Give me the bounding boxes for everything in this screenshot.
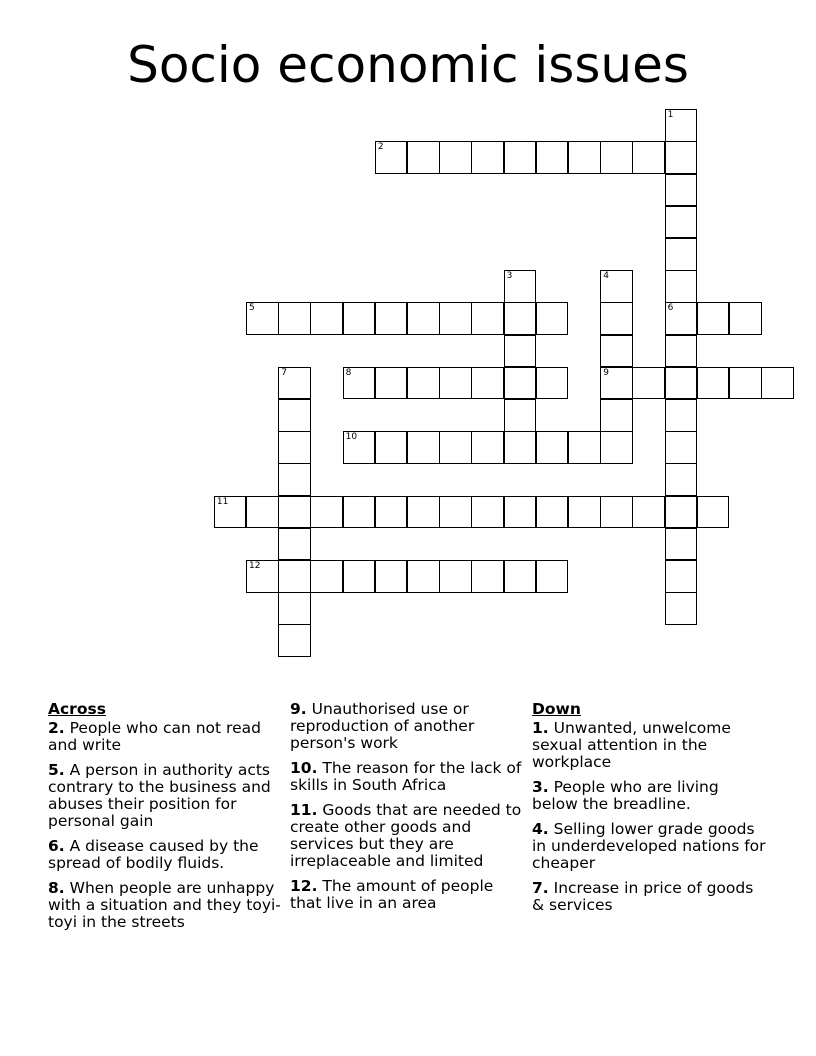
grid-cell[interactable] (665, 496, 698, 529)
grid-cell[interactable] (471, 560, 504, 593)
grid-cell[interactable] (246, 496, 279, 529)
grid-cell[interactable] (761, 367, 794, 400)
page-title: Socio economic issues (127, 36, 689, 94)
grid-cell[interactable] (343, 431, 376, 464)
grid-cell[interactable] (600, 302, 633, 335)
clue-number: 7 (281, 367, 287, 378)
grid-cell[interactable] (343, 496, 376, 529)
grid-cell[interactable] (697, 367, 730, 400)
clue-item (532, 821, 768, 872)
clue-item (48, 880, 283, 931)
clue-number: 2 (377, 142, 384, 153)
grid-cell[interactable] (536, 496, 569, 529)
grid-cell[interactable] (504, 560, 537, 593)
grid-cell[interactable] (471, 367, 504, 400)
grid-cell[interactable] (375, 431, 408, 464)
grid-cell[interactable] (278, 496, 311, 529)
grid-cell[interactable] (278, 560, 311, 593)
grid-cell[interactable] (632, 367, 665, 400)
grid-cell[interactable] (278, 399, 311, 432)
grid-cell[interactable] (439, 560, 472, 593)
clue-item (532, 779, 768, 813)
grid-cell[interactable] (246, 560, 279, 593)
grid-cell[interactable] (504, 431, 537, 464)
clue-item-text: Unauthorised use or reproduction of another person's work (290, 700, 475, 752)
clue-item-number: 4. (532, 820, 549, 838)
grid-cell[interactable] (407, 560, 440, 593)
clue-number: 10 (345, 432, 358, 443)
grid-cell[interactable] (665, 463, 698, 496)
grid-cell[interactable] (504, 335, 537, 368)
clue-item-number: 9. (290, 700, 307, 718)
clue-column-across-continued (290, 701, 526, 920)
grid-cell[interactable] (600, 399, 633, 432)
grid-cell[interactable] (665, 528, 698, 561)
grid-cell[interactable] (278, 367, 311, 400)
grid-cell[interactable] (665, 399, 698, 432)
clue-item-text: The amount of people that live in an area (290, 877, 494, 912)
grid-cell[interactable] (214, 496, 247, 529)
clue-item-number: 2. (48, 719, 65, 737)
clue-item-text: When people are unhappy with a situation and they toyi-toyi in the streets (48, 879, 281, 931)
clue-number: 3 (506, 271, 513, 282)
clue-item-number: 12. (290, 877, 318, 895)
grid-cell[interactable] (665, 206, 698, 239)
clue-item-number: 6. (48, 837, 65, 855)
grid-cell[interactable] (375, 367, 408, 400)
clue-number: 4 (603, 271, 609, 282)
grid-cell[interactable] (439, 141, 472, 174)
grid-cell[interactable] (407, 141, 440, 174)
grid-cell[interactable] (665, 270, 698, 303)
grid-cell[interactable] (600, 270, 633, 303)
grid-cell[interactable] (536, 141, 569, 174)
grid-cell[interactable] (278, 528, 311, 561)
clue-item (48, 720, 283, 754)
grid-cell[interactable] (729, 367, 762, 400)
grid-cell[interactable] (504, 496, 537, 529)
grid-cell[interactable] (665, 592, 698, 625)
clue-number: 9 (603, 367, 609, 378)
grid-cell[interactable] (536, 302, 569, 335)
grid-cell[interactable] (665, 141, 698, 174)
clue-item (290, 802, 526, 870)
grid-cell[interactable] (439, 431, 472, 464)
grid-cell[interactable] (310, 302, 343, 335)
grid-cell[interactable] (504, 302, 537, 335)
grid-cell[interactable] (407, 367, 440, 400)
grid-cell[interactable] (278, 302, 311, 335)
grid-cell[interactable] (375, 496, 408, 529)
grid-cell[interactable] (278, 624, 311, 657)
grid-cell[interactable] (504, 399, 537, 432)
grid-cell[interactable] (665, 560, 698, 593)
grid-cell[interactable] (600, 367, 633, 400)
grid-cell[interactable] (568, 431, 601, 464)
clue-item-number: 3. (532, 778, 549, 796)
clue-item (48, 838, 283, 872)
grid-cell[interactable] (504, 141, 537, 174)
grid-cell[interactable] (504, 367, 537, 400)
grid-cell[interactable] (375, 141, 408, 174)
grid-cell[interactable] (375, 302, 408, 335)
grid-cell[interactable] (278, 431, 311, 464)
clue-number: 12 (249, 561, 261, 572)
clue-number: 8 (345, 367, 352, 378)
grid-cell[interactable] (278, 463, 311, 496)
clue-column-across (48, 701, 283, 939)
grid-cell[interactable] (665, 431, 698, 464)
clue-item-number: 5. (48, 761, 65, 779)
grid-cell[interactable] (439, 496, 472, 529)
grid-cell[interactable] (471, 302, 504, 335)
clue-item (290, 878, 526, 912)
clue-number: 11 (216, 496, 229, 507)
grid-cell[interactable] (632, 496, 665, 529)
grid-cell[interactable] (665, 174, 698, 207)
grid-cell[interactable] (568, 141, 601, 174)
grid-cell[interactable] (600, 141, 633, 174)
grid-cell[interactable] (697, 302, 730, 335)
clue-item-text: The reason for the lack of skills in South Africa (290, 759, 522, 794)
grid-cell[interactable] (600, 431, 633, 464)
grid-cell[interactable] (568, 496, 601, 529)
clue-item-text: A disease caused by the spread of bodily fluids. (48, 837, 259, 872)
clue-item-text: Unwanted, unwelcome sexual attention in the workplace (532, 719, 731, 771)
clue-item-number: 11. (290, 801, 318, 819)
grid-cell[interactable] (343, 302, 376, 335)
across-heading: Across (48, 700, 106, 718)
grid-cell[interactable] (729, 302, 762, 335)
grid-cell[interactable] (343, 367, 376, 400)
clue-item (290, 701, 526, 752)
grid-cell[interactable] (536, 560, 569, 593)
grid-cell[interactable] (665, 109, 698, 142)
clue-item-text: People who can not read and write (48, 719, 261, 754)
clue-item-text: Increase in price of goods & services (532, 879, 754, 914)
grid-cell[interactable] (536, 367, 569, 400)
clue-item-text: Selling lower grade goods in underdeveloped nations for cheaper (532, 820, 766, 872)
grid-cell[interactable] (632, 141, 665, 174)
clue-item-text: Goods that are needed to create other goods and services but they are irreplaceable and limited (290, 801, 522, 870)
grid-cell[interactable] (407, 431, 440, 464)
clue-item (48, 762, 283, 830)
grid-cell[interactable] (697, 496, 730, 529)
clue-item-number: 10. (290, 759, 318, 777)
grid-cell[interactable] (471, 496, 504, 529)
grid-cell[interactable] (310, 560, 343, 593)
clue-item-number: 8. (48, 879, 65, 897)
grid-cell[interactable] (665, 302, 698, 335)
grid-cell[interactable] (278, 592, 311, 625)
clue-item (532, 880, 768, 914)
grid-cell[interactable] (439, 367, 472, 400)
grid-cell[interactable] (665, 367, 698, 400)
clue-number: 6 (667, 303, 674, 314)
grid-cell[interactable] (665, 335, 698, 368)
down-heading: Down (532, 700, 581, 718)
grid-cell[interactable] (600, 335, 633, 368)
clue-column-down (532, 701, 768, 922)
clue-item-number: 1. (532, 719, 549, 737)
clue-number: 5 (249, 303, 255, 314)
clue-item (532, 720, 768, 771)
grid-cell[interactable] (407, 302, 440, 335)
grid-cell[interactable] (375, 560, 408, 593)
grid-cell[interactable] (471, 141, 504, 174)
clue-number: 1 (667, 110, 674, 121)
grid-cell[interactable] (407, 496, 440, 529)
clue-item-text: A person in authority acts contrary to the business and abuses their position for personal gain (48, 761, 271, 830)
clue-item-text: People who are living below the breadline. (532, 778, 719, 813)
grid-cell[interactable] (310, 496, 343, 529)
grid-cell[interactable] (343, 560, 376, 593)
grid-cell[interactable] (536, 431, 569, 464)
grid-cell[interactable] (504, 270, 537, 303)
grid-cell[interactable] (665, 238, 698, 271)
clue-item-number: 7. (532, 879, 549, 897)
grid-cell[interactable] (246, 302, 279, 335)
grid-cell[interactable] (471, 431, 504, 464)
grid-cell[interactable] (439, 302, 472, 335)
grid-cell[interactable] (600, 496, 633, 529)
clue-item (290, 760, 526, 794)
